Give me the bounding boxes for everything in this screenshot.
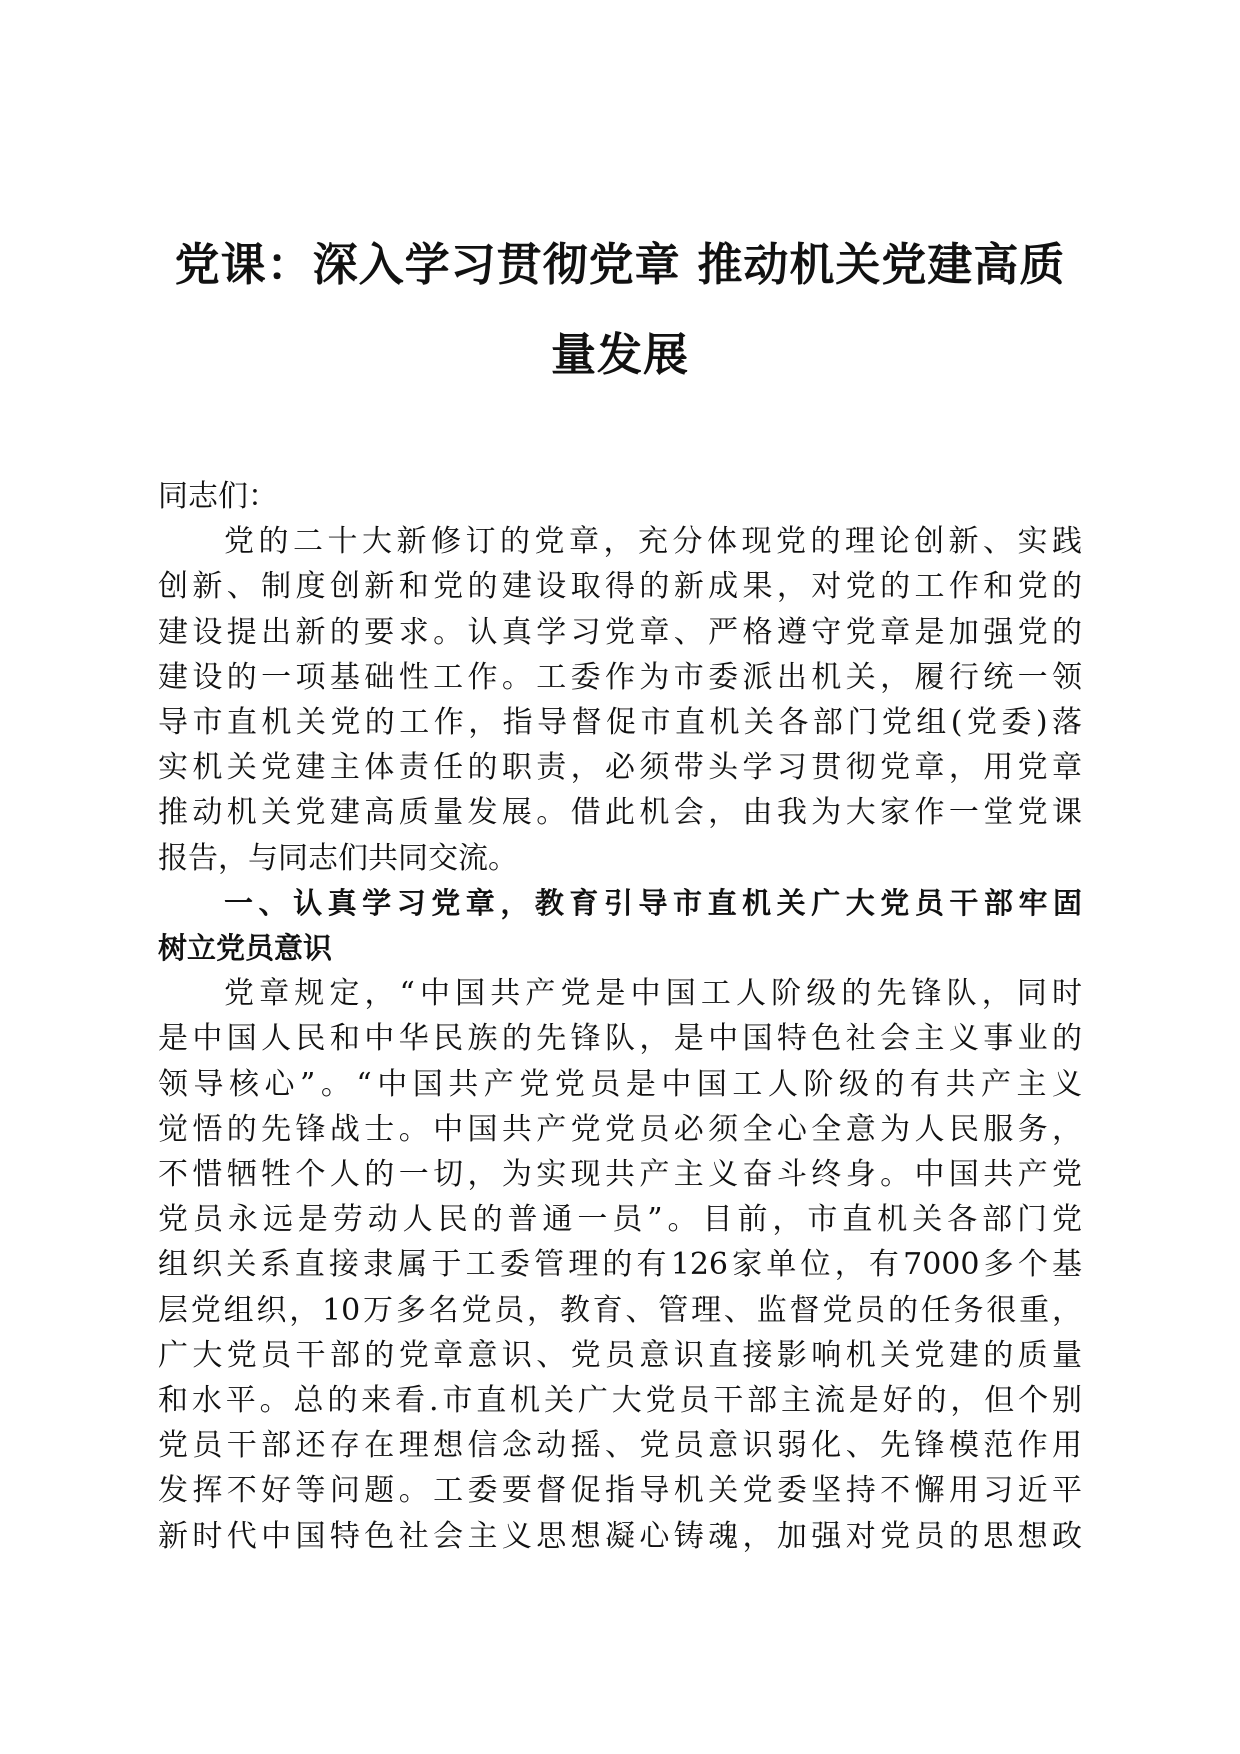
paragraph-line: 觉悟的先锋战士。中国共产党党员必须全心全意为人民服务，	[158, 1111, 1082, 1147]
paragraph-line: 发挥不好等问题。工委要督促指导机关党委坚持不懈用习近平	[158, 1473, 1082, 1509]
document-body	[158, 474, 1082, 1559]
paragraph-line: 不惜牺牲个人的一切，为实现共产主义奋斗终身。中国共产党	[158, 1157, 1082, 1193]
paragraph-line: 层党组织，10万多名党员，教育、管理、监督党员的任务很重，	[158, 1292, 1082, 1328]
paragraph-line: 是中国人民和中华民族的先锋队，是中国特色社会主义事业的	[158, 1021, 1082, 1057]
title-line: 党课：深入学习贯彻党章 推动机关党建高质	[174, 238, 1066, 291]
paragraph-line: 创新、制度创新和党的建设取得的新成果，对党的工作和党的	[158, 569, 1082, 605]
paragraph-line: 报告，与同志们共同交流。	[158, 840, 518, 876]
paragraph-line: 建设的一项基础性工作。工委作为市委派出机关，履行统一领	[158, 659, 1082, 695]
heading-line: 树立党员意识	[158, 931, 333, 966]
intro-paragraph	[158, 519, 1082, 881]
title-line: 量发展	[550, 328, 689, 381]
paragraph-line: 和水平。总的来看.市直机关广大党员干部主流是好的，但个别	[158, 1383, 1082, 1419]
paragraph-line: 新时代中国特色社会主义思想凝心铸魂，加强对党员的思想政	[158, 1518, 1082, 1554]
section-heading	[158, 881, 1082, 971]
paragraph-line: 党的二十大新修订的党章，充分体现党的理论创新、实践	[224, 524, 1082, 560]
document-title	[120, 220, 1120, 400]
paragraph-line: 领导核心”。“中国共产党党员是中国工人阶级的有共产主义	[158, 1066, 1082, 1102]
paragraph-line: 推动机关党建高质量发展。借此机会，由我为大家作一堂党课	[158, 795, 1082, 831]
paragraph-line: 党章规定，“中国共产党是中国工人阶级的先锋队，同时	[224, 976, 1082, 1012]
paragraph-line: 党员干部还存在理想信念动摇、党员意识弱化、先锋模范作用	[158, 1428, 1082, 1464]
salutation: 同志们：	[158, 479, 278, 514]
section-paragraph	[158, 971, 1082, 1559]
paragraph-line: 实机关党建主体责任的职责，必须带头学习贯彻党章，用党章	[158, 750, 1082, 786]
paragraph-line: 导市直机关党的工作，指导督促市直机关各部门党组(党委)落	[158, 705, 1082, 741]
heading-line: 一、认真学习党章，教育引导市直机关广大党员干部牢固	[224, 885, 1082, 920]
paragraph-line: 党员永远是劳动人民的普通一员”。目前，市直机关各部门党	[158, 1202, 1082, 1238]
paragraph-line: 组织关系直接隶属于工委管理的有126家单位，有7000多个基	[158, 1247, 1082, 1283]
paragraph-line: 广大党员干部的党章意识、党员意识直接影响机关党建的质量	[158, 1337, 1082, 1373]
paragraph-line: 建设提出新的要求。认真学习党章、严格遵守党章是加强党的	[158, 614, 1082, 650]
